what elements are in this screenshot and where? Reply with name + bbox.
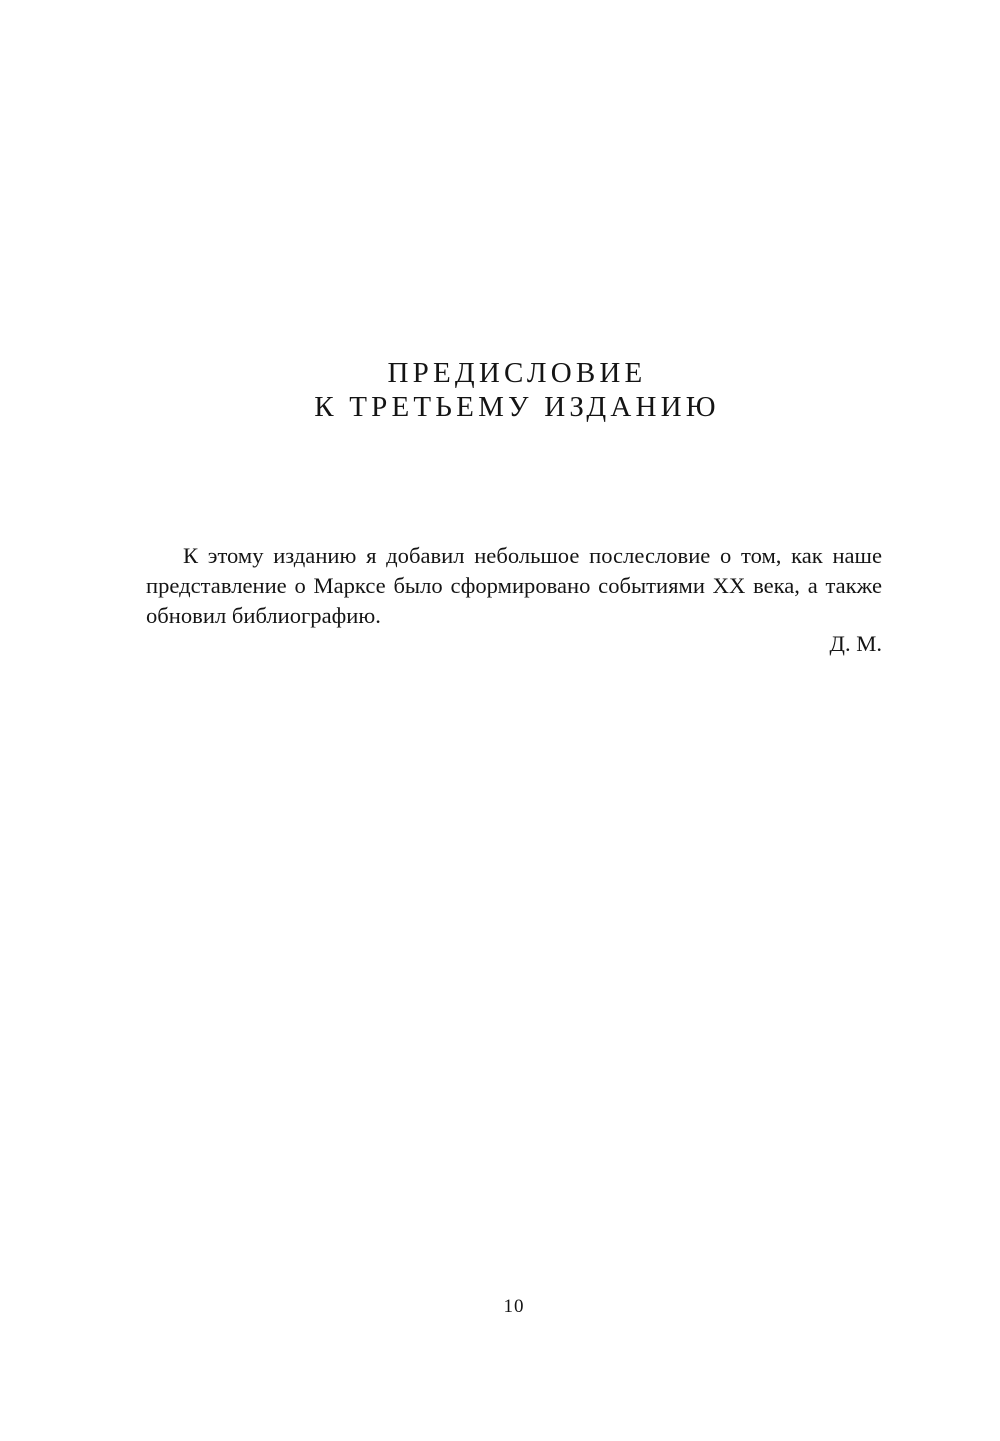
heading-line-2: К ТРЕТЬЕМУ ИЗДАНИЮ (314, 391, 720, 423)
preface-paragraph: К этому изданию я добавил небольшое послесловие о том, как наше представление о Марксе было сформировано событиями XX века, а также обновил библиографию. (146, 543, 882, 628)
author-signature: Д. М. (829, 631, 882, 656)
chapter-heading (0, 356, 1000, 424)
page-number: 10 (503, 1296, 525, 1317)
heading-line-1: ПРЕДИСЛОВИЕ (387, 357, 647, 389)
